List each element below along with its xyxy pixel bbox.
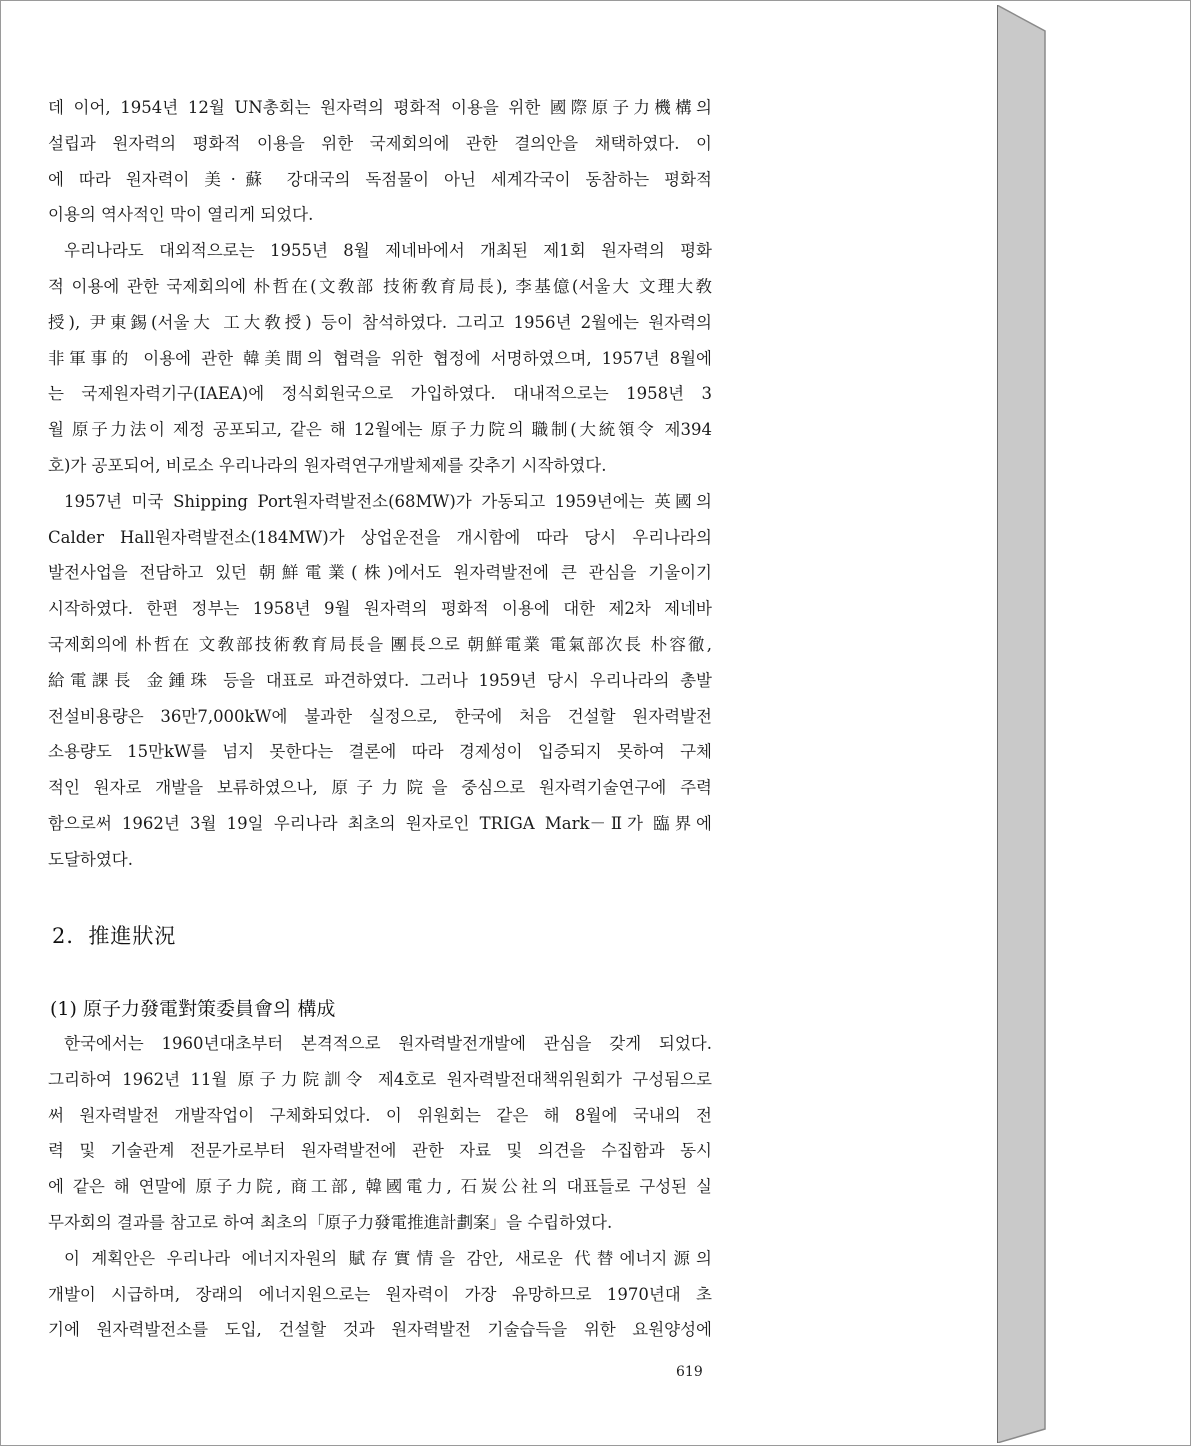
section-heading: 2．推進狀況 [52, 924, 177, 948]
body-text-top [48, 90, 712, 878]
text-line: 기에 원자력발전소를 도입, 건설할 것과 원자력발전 기술습득을 위한 요원양성에 [48, 1320, 712, 1340]
text-line: 월 原子力法이 제정 공포되고, 같은 해 12월에는 原子力院의 職制(大統領令 제394 [48, 420, 712, 440]
page-edge-shape [997, 5, 1047, 1443]
body-text-bottom [48, 1026, 712, 1348]
page-number: 619 [676, 1364, 703, 1380]
paragraph-4 [48, 1026, 712, 1241]
paragraph-2 [48, 233, 712, 484]
text-line: 非軍事的 이용에 관한 韓美間의 협력을 위한 협정에 서명하였으며, 1957년 8월에 [48, 348, 712, 368]
text-line: 적 이용에 관한 국제회의에 朴哲在(文敎部 技術敎育局長), 李基億(서울大 文理大敎 [48, 276, 712, 296]
text-line: 발전사업을 전담하고 있던 朝鮮電業(株)에서도 원자력발전에 큰 관심을 기울이기 [48, 563, 712, 583]
text-line: 1957년 미국 Shipping Port원자력발전소(68MW)가 가동되고 1959년에는 英國의 [64, 491, 712, 511]
text-line: 소용량도 15만kW를 넘지 못한다는 결론에 따라 경제성이 입증되지 못하여 구체 [48, 742, 712, 762]
paragraph-5 [48, 1241, 712, 1348]
page-edge-shadow [997, 5, 1047, 1443]
text-line: 적인 원자로 개발을 보류하였으나, 原子力院을 중심으로 원자력기술연구에 주력 [48, 778, 712, 798]
paragraph-1 [48, 90, 712, 233]
document-page [4, 4, 997, 1444]
text-line: 개발이 시급하며, 장래의 에너지원으로는 원자력이 가장 유망하므로 1970년대 초 [48, 1284, 712, 1304]
text-line: 한국에서는 1960년대초부터 본격적으로 원자력발전개발에 관심을 갖게 되었다. [64, 1034, 712, 1053]
text-line: 이용의 역사적인 막이 열리게 되었다. [48, 205, 314, 225]
text-line: 써 원자력발전 개발작업이 구체화되었다. 이 위원회는 같은 해 8월에 국내의 전 [48, 1105, 712, 1125]
text-line: 데 이어, 1954년 12월 UN총회는 원자력의 평화적 이용을 위한 國際原子力機構의 [48, 98, 712, 117]
text-line: 給電課長 金鍾珠 등을 대표로 파견하였다. 그러나 1959년 당시 우리나라의 총발 [48, 670, 712, 690]
text-line: 도달하였다. [48, 849, 133, 869]
sub-heading: (1) 原子力發電對策委員會의 構成 [50, 998, 336, 1020]
text-line: 에 같은 해 연말에 原子力院, 商工部, 韓國電力, 石炭公社의 대표들로 구성된 실 [48, 1177, 712, 1197]
text-line: 무자회의 결과를 참고로 하여 최초의「原子力發電推進計劃案」을 수립하였다. [48, 1212, 613, 1232]
text-line: 설립과 원자력의 평화적 이용을 위한 국제회의에 관한 결의안을 채택하였다. 이 [48, 133, 712, 153]
text-line: 력 및 기술관계 전문가로부터 원자력발전에 관한 자료 및 의견을 수집함과 동시 [48, 1141, 712, 1161]
text-line: 시작하였다. 한편 정부는 1958년 9월 원자력의 평화적 이용에 대한 제2차 제네바 [48, 599, 712, 619]
text-line: 이 계획안은 우리나라 에너지자원의 賦存實情을 감안, 새로운 代替에너지源의 [64, 1248, 712, 1268]
text-line: 우리나라도 대외적으로는 1955년 8월 제네바에서 개최된 제1회 원자력의 평화 [64, 241, 712, 261]
text-line: 그리하여 1962년 11월 原子力院訓令 제4호로 원자력발전대책위원회가 구성됨으로 [48, 1069, 712, 1089]
text-line: 전설비용량은 36만7,000kW에 불과한 실정으로, 한국에 처음 건설할 원자력발전 [48, 706, 712, 726]
text-line: Calder Hall원자력발전소(184MW)가 상업운전을 개시함에 따라 당시 우리나라의 [48, 527, 712, 547]
text-line: 에 따라 원자력이 美·蘇 강대국의 독점물이 아닌 세계각국이 동참하는 평화적 [48, 169, 712, 189]
text-line: 授), 尹東錫(서울大 工大敎授) 등이 참석하였다. 그리고 1956년 2월에는 원자력의 [48, 312, 712, 332]
text-line: 는 국제원자력기구(IAEA)에 정식회원국으로 가입하였다. 대내적으로는 1958년 3 [48, 384, 712, 404]
text-line: 호)가 공포되어, 비로소 우리나라의 원자력연구개발체제를 갖추기 시작하였다. [48, 455, 607, 475]
text-line: 함으로써 1962년 3월 19일 우리나라 최초의 원자로인 TRIGA Mark－Ⅱ가 臨界에 [48, 813, 712, 833]
paragraph-3 [48, 484, 712, 878]
text-line: 국제회의에 朴哲在 文敎部技術敎育局長을 團長으로 朝鮮電業 電氣部次長 朴容徹, [48, 634, 712, 654]
